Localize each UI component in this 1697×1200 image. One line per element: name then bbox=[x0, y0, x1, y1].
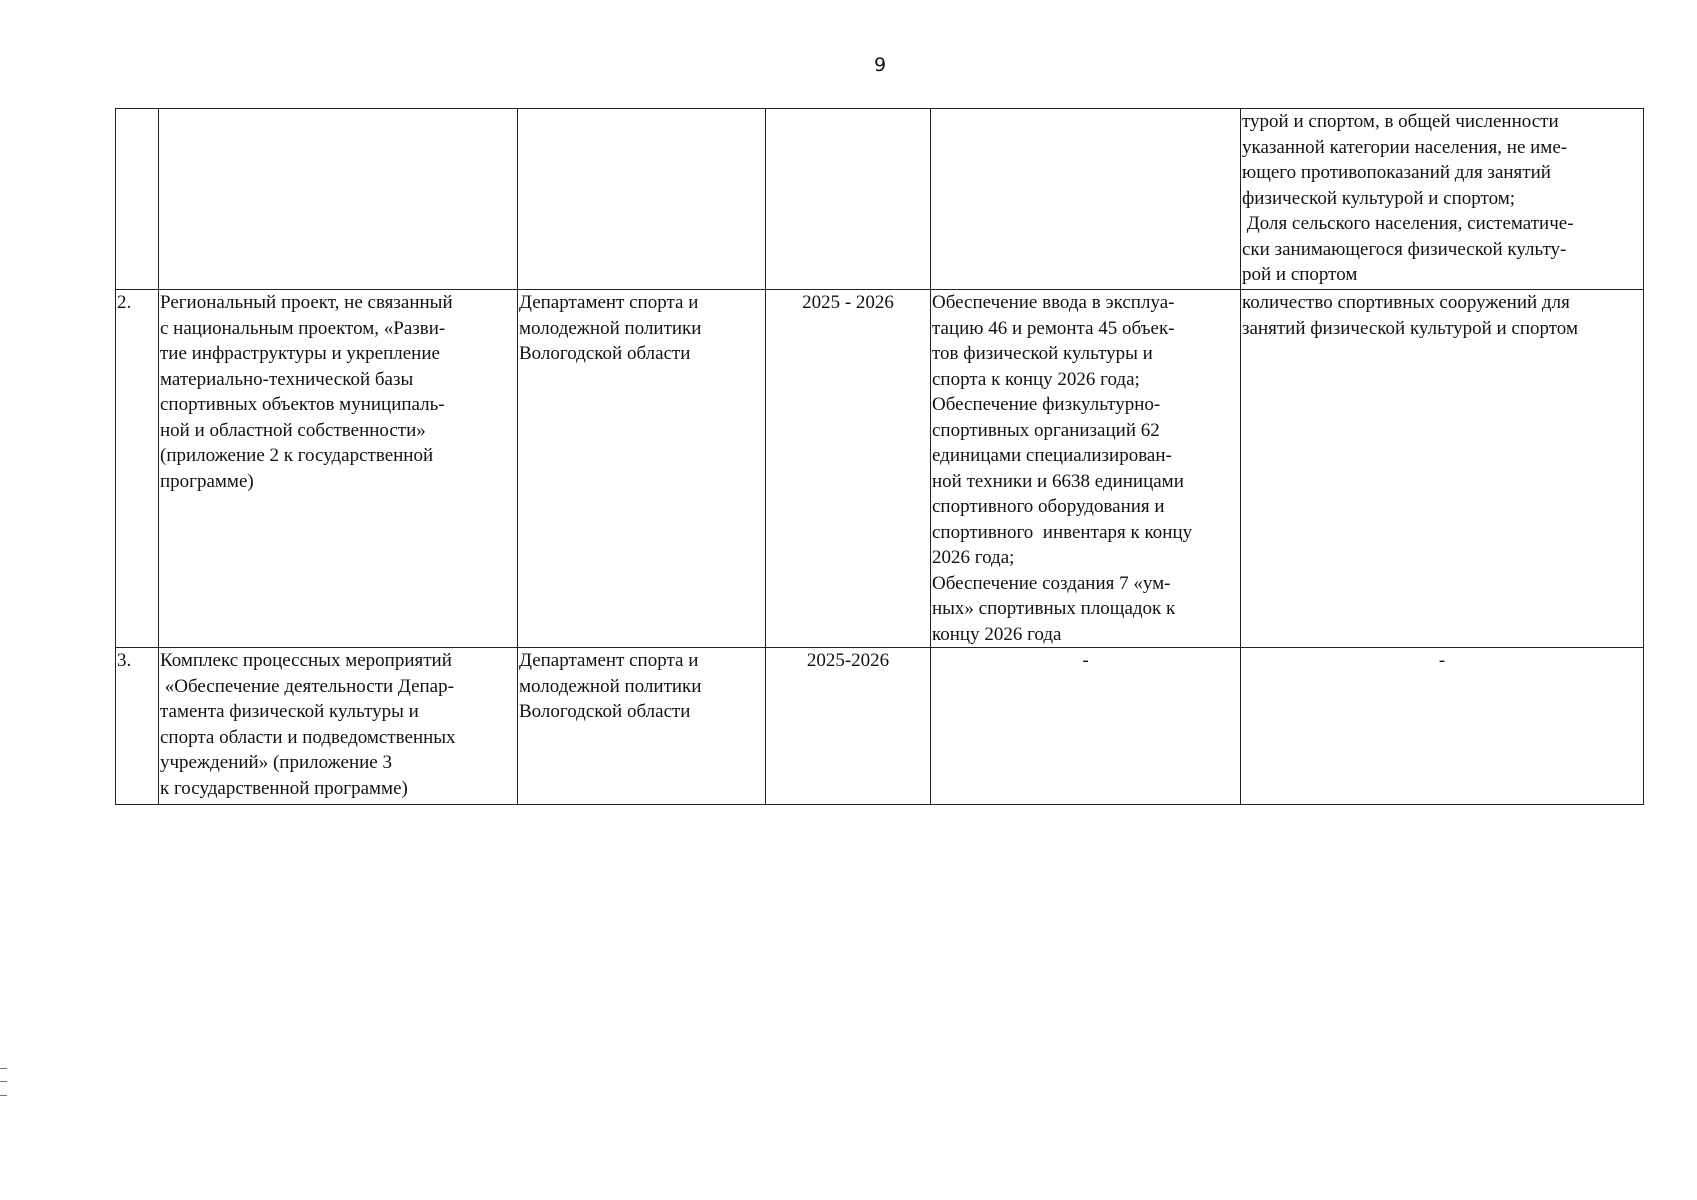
indicator-line: указанной категории населения, не име- bbox=[1242, 136, 1568, 158]
result-line: тов физической культуры и bbox=[932, 343, 1153, 364]
indicator-cell bbox=[1241, 290, 1644, 648]
result-line: Обеспечение ввода в эксплуа- bbox=[932, 292, 1175, 313]
result-line: ных» спортивных площадок к bbox=[932, 598, 1176, 619]
indicator-line: Доля сельского населения, систематиче- bbox=[1242, 213, 1574, 234]
name-line: «Обеспечение деятельности Депар- bbox=[160, 675, 454, 697]
name-line: ной и областной собственности» bbox=[160, 419, 426, 441]
indicator-line: турой и спортом, в общей численности bbox=[1242, 111, 1559, 132]
period-text: 2025-2026 bbox=[806, 650, 890, 671]
indicator-line: физической культурой и спортом; bbox=[1242, 187, 1516, 209]
name-line: тие инфраструктуры и укрепление bbox=[160, 343, 440, 364]
result-line: ной техники и 6638 единицами bbox=[932, 470, 1184, 492]
result-line: Обеспечение создания 7 «ум- bbox=[932, 572, 1171, 594]
row-number-cell bbox=[116, 290, 159, 648]
indicator-line: рой и спортом bbox=[1242, 264, 1358, 285]
responsible-line: Вологодской области bbox=[519, 701, 691, 722]
result-line: концу 2026 года bbox=[932, 623, 1062, 645]
indicator-line: количество спортивных сооружений для bbox=[1242, 292, 1570, 313]
row-number: 2. bbox=[117, 292, 132, 313]
result-cell bbox=[931, 290, 1241, 648]
responsible-line: Департамент спорта и bbox=[519, 292, 699, 313]
indicator-cell bbox=[1241, 648, 1644, 805]
period-cell bbox=[766, 648, 931, 805]
result-line: спорта к концу 2026 года; bbox=[932, 368, 1140, 390]
name-line: к государственной программе) bbox=[160, 777, 408, 799]
indicator-line: ски занимающегося физической культу- bbox=[1242, 238, 1567, 260]
name-line: учреждений» (приложение 3 bbox=[160, 752, 392, 773]
name-line: спортивных объектов муниципаль- bbox=[160, 394, 445, 415]
result-line: 2026 года; bbox=[932, 547, 1015, 568]
responsible-line: Вологодской области bbox=[519, 343, 691, 364]
responsible-cell bbox=[518, 648, 766, 805]
structural-element-cell bbox=[159, 290, 518, 648]
result-line: Обеспечение физкультурно- bbox=[932, 394, 1161, 415]
row-number-cell bbox=[116, 109, 159, 290]
responsible-line: Департамент спорта и bbox=[519, 650, 699, 671]
name-line: Комплекс процессных мероприятий bbox=[160, 650, 452, 671]
name-line: с национальным проектом, «Разви- bbox=[160, 317, 446, 339]
row-number: 3. bbox=[117, 650, 132, 671]
responsible-cell bbox=[518, 109, 766, 290]
name-line: Региональный проект, не связанный bbox=[160, 292, 453, 313]
result-cell bbox=[931, 648, 1241, 805]
structural-element-cell bbox=[159, 648, 518, 805]
result-line: - bbox=[1082, 650, 1089, 671]
result-cell bbox=[931, 109, 1241, 290]
scan-edge-mark bbox=[0, 1068, 7, 1096]
result-line: спортивного оборудования и bbox=[932, 496, 1165, 517]
name-line: программе) bbox=[160, 470, 254, 492]
period-text: 2025 - 2026 bbox=[802, 292, 894, 313]
structural-element-cell bbox=[159, 109, 518, 290]
name-line: спорта области и подведомственных bbox=[160, 726, 456, 748]
result-line: спортивных организаций 62 bbox=[932, 419, 1160, 441]
page-number: 9 bbox=[873, 54, 887, 76]
indicator-line: ющего противопоказаний для занятий bbox=[1242, 162, 1551, 183]
result-line: спортивного инвентаря к концу bbox=[932, 521, 1193, 543]
responsible-line: молодежной политики bbox=[519, 317, 702, 339]
indicator-line: занятий физической культурой и спортом bbox=[1242, 317, 1578, 339]
period-cell bbox=[766, 290, 931, 648]
indicator-line: - bbox=[1438, 650, 1446, 671]
period-cell bbox=[766, 109, 931, 290]
result-line: тацию 46 и ремонта 45 объек- bbox=[932, 317, 1175, 339]
name-line: материально-технической базы bbox=[160, 368, 414, 390]
responsible-cell bbox=[518, 290, 766, 648]
row-number-cell bbox=[116, 648, 159, 805]
name-line: (приложение 2 к государственной bbox=[160, 445, 434, 466]
table-row bbox=[116, 290, 1644, 648]
table-row bbox=[116, 648, 1644, 805]
name-line: тамента физической культуры и bbox=[160, 701, 419, 722]
responsible-line: молодежной политики bbox=[519, 675, 702, 697]
program-table bbox=[115, 108, 1644, 805]
indicator-cell bbox=[1241, 109, 1644, 290]
table-row bbox=[116, 109, 1644, 290]
result-line: единицами специализирован- bbox=[932, 445, 1172, 466]
